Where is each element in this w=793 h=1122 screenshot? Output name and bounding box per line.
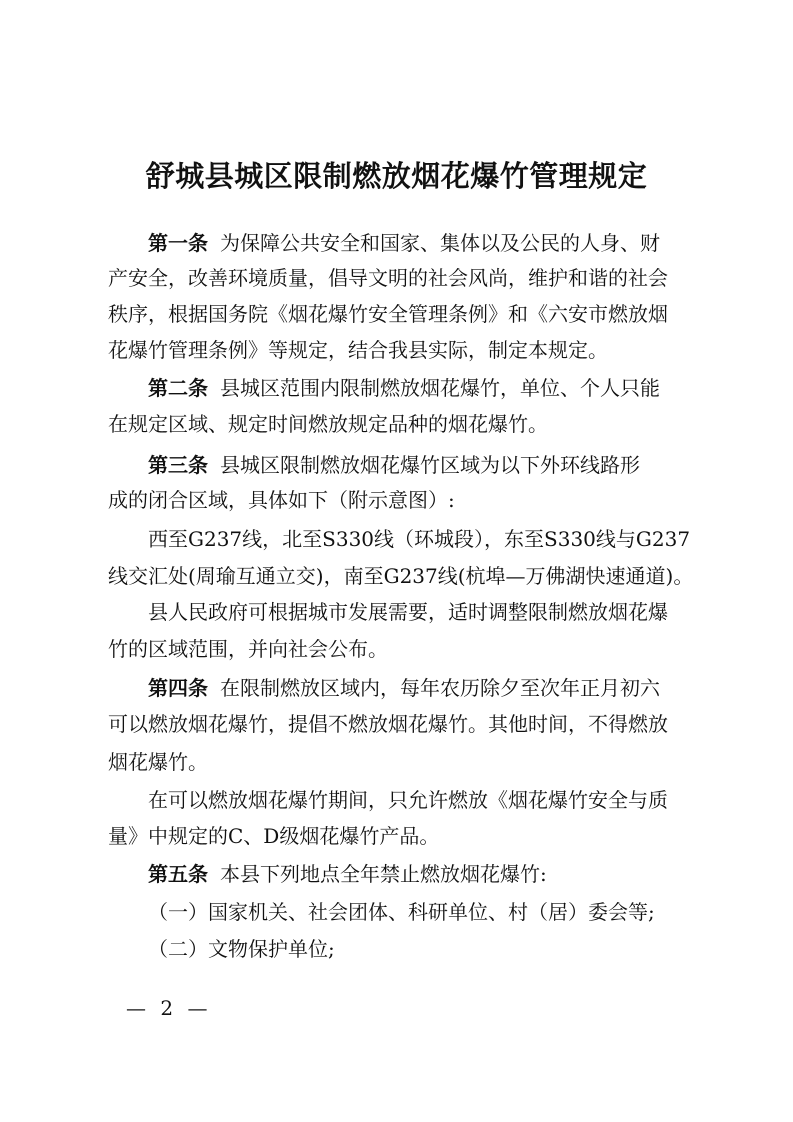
line-text: 在限制燃放区域内，每年农历除夕至次年正月初六	[220, 676, 660, 700]
paragraph-line	[108, 300, 668, 328]
paragraph-line	[148, 860, 547, 888]
line-text: 可以燃放烟花爆竹，提倡不燃放烟花爆竹。其他时间，不得燃放	[108, 712, 668, 736]
paragraph-line	[108, 748, 208, 776]
paragraph-line	[108, 822, 439, 850]
article-label: 第四条	[148, 676, 208, 700]
paragraph-line	[108, 264, 668, 292]
paragraph-line	[108, 486, 455, 514]
paragraph-line	[148, 898, 655, 926]
line-text: 成的闭合区域，具体如下（附示意图）:	[108, 488, 455, 512]
paragraph-line	[148, 525, 690, 553]
line-text: 西至G237线，北至S330线（环城段），东至S330线与G237	[148, 527, 691, 551]
paragraph-line	[148, 229, 660, 257]
article-label: 第五条	[148, 862, 208, 886]
line-text: 线交汇处(周瑜互通立交)，南至G237线(杭埠—万佛湖快速通道)。	[108, 564, 694, 588]
line-text: （一）国家机关、社会团体、科研单位、村（居）委会等;	[148, 900, 655, 924]
paragraph-line	[108, 710, 668, 738]
line-text: 为保障公共安全和国家、集体以及公民的人身、财	[220, 231, 660, 255]
document-title: 舒城县城区限制燃放烟花爆竹管理规定	[145, 159, 648, 193]
line-text: 本县下列地点全年禁止燃放烟花爆竹:	[220, 862, 547, 886]
line-text: 量》中规定的C、D级烟花爆竹产品。	[108, 824, 440, 848]
paragraph-line	[148, 598, 668, 626]
line-text: 产安全，改善环境质量，倡导文明的社会风尚，维护和谐的社会	[108, 266, 668, 290]
article-label: 第三条	[148, 453, 208, 477]
paragraph-line	[148, 374, 660, 402]
paragraph-line	[108, 562, 693, 590]
line-text: 在规定区域、规定时间燃放规定品种的烟花爆竹。	[108, 412, 548, 436]
article-label: 第二条	[148, 376, 208, 400]
line-text: 花爆竹管理条例》等规定，结合我县实际，制定本规定。	[108, 338, 608, 362]
line-text: 秩序，根据国务院《烟花爆竹安全管理条例》和《六安市燃放烟	[108, 302, 668, 326]
paragraph-line	[148, 451, 640, 479]
line-text: 县城区限制燃放烟花爆竹区域为以下外环线路形	[220, 453, 640, 477]
line-text: 烟花爆竹。	[108, 750, 208, 774]
line-text: 县城区范围内限制燃放烟花爆竹，单位、个人只能	[220, 376, 660, 400]
paragraph-line	[108, 635, 388, 663]
article-label: 第一条	[148, 231, 208, 255]
line-text: 县人民政府可根据城市发展需要，适时调整限制燃放烟花爆	[148, 600, 668, 624]
paragraph-line	[108, 410, 548, 438]
paragraph-line	[148, 674, 660, 702]
line-text: 在可以燃放烟花爆竹期间，只允许燃放《烟花爆竹安全与质	[148, 788, 668, 812]
page-number: — 2 —	[126, 996, 212, 1020]
paragraph-line	[148, 786, 668, 814]
line-text: （二）文物保护单位;	[148, 937, 335, 961]
paragraph-line	[148, 935, 335, 963]
line-text: 竹的区域范围，并向社会公布。	[108, 637, 388, 661]
paragraph-line	[108, 336, 608, 364]
